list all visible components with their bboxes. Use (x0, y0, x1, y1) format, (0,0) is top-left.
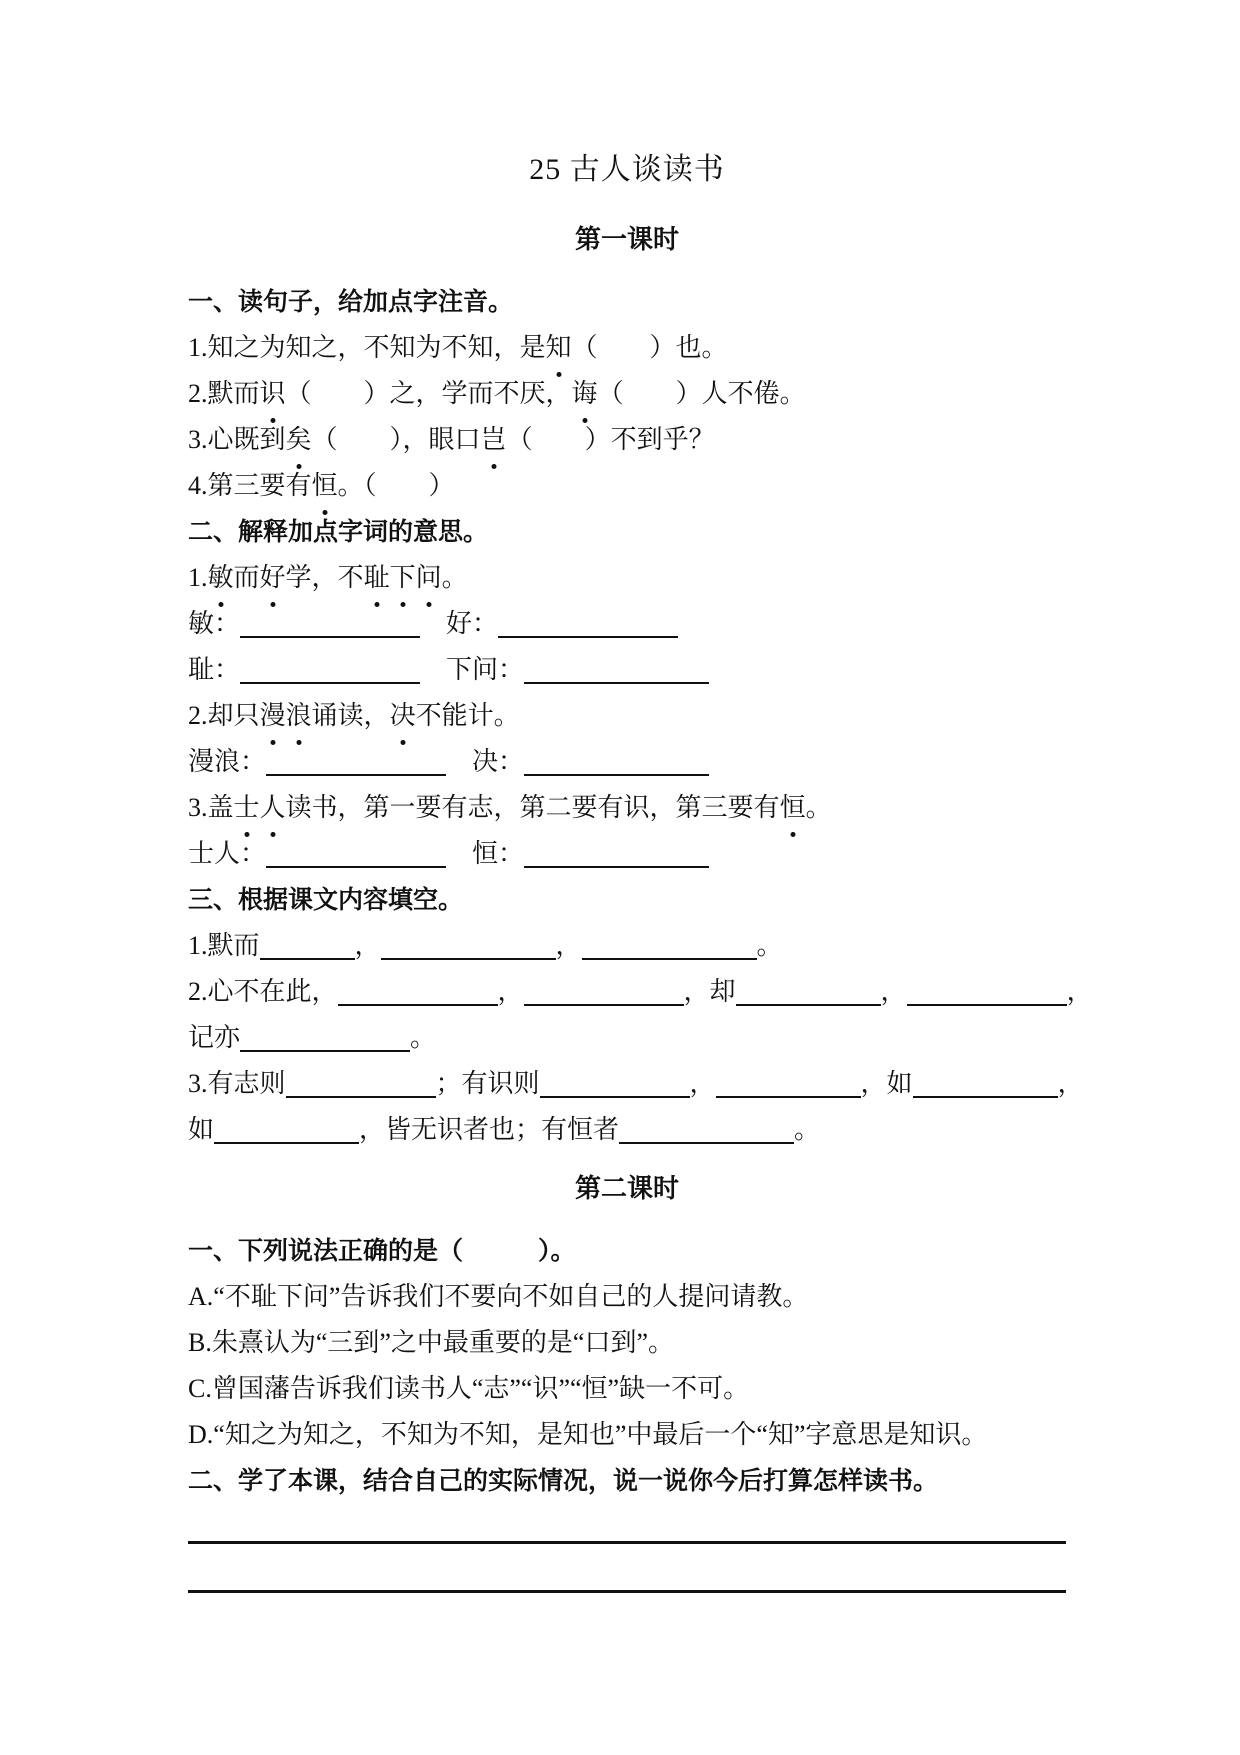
text-segment: 而 (233, 563, 260, 592)
s1-section-1-heading (188, 279, 1066, 325)
emphasized-char: 诲 (572, 371, 598, 417)
emphasized-char: 耻 (364, 555, 390, 601)
text-segment: 。 (794, 1115, 821, 1144)
text-segment (420, 609, 446, 638)
s1-section-2-heading (188, 509, 1066, 555)
emphasized-char: 士 (234, 785, 260, 831)
emphasized-char: 决 (390, 693, 416, 739)
text-segment: 不能计。 (415, 701, 520, 730)
text-segment: 决： (472, 747, 525, 776)
s1-sec2-q3 (188, 785, 1066, 831)
emphasized-char: 好 (260, 555, 286, 601)
answer-blank (540, 1066, 690, 1098)
text-segment: （ ）之，学而不厌， (285, 379, 572, 408)
answer-blank (524, 836, 709, 868)
text-segment: ， (1057, 1069, 1084, 1098)
text-segment: 好： (446, 609, 499, 638)
emphasized-char: 下 (390, 555, 416, 601)
text-segment: ，皆无识者也；有恒者 (359, 1115, 620, 1144)
text-segment: （ ）人不倦。 (597, 379, 806, 408)
text-segment: 25 古人谈读书 (529, 153, 725, 186)
emphasized-char: 漫 (260, 693, 286, 739)
text-segment: ， (555, 931, 582, 960)
text-segment: 。 (441, 563, 468, 592)
answer-blank (240, 1020, 410, 1052)
answer-blank (260, 928, 355, 960)
lesson-title (188, 150, 1066, 190)
emphasized-char: 恒 (312, 463, 338, 509)
text-segment: 。（ ） (337, 471, 455, 500)
text-segment: 3.心既到 (188, 425, 286, 454)
text-segment: （ ）也。 (571, 333, 728, 362)
text-segment: 1.知之为知之，不知为不知，是 (188, 333, 546, 362)
emphasized-char: 敏 (208, 555, 234, 601)
s1-sec2-q2 (188, 693, 1066, 739)
text-segment: 1.默而 (188, 931, 260, 960)
text-segment (446, 747, 472, 776)
text-segment: 2.却只 (188, 701, 260, 730)
answer-blank (524, 652, 709, 684)
emphasized-char: 人 (260, 785, 286, 831)
text-segment: 。 (805, 793, 832, 822)
answer-blank (524, 974, 684, 1006)
emphasized-char: 浪 (286, 693, 312, 739)
s1-sec3-q2-line1 (188, 969, 1093, 1015)
text-segment: 下问： (446, 655, 525, 684)
answer-blank (381, 928, 556, 960)
text-segment (446, 839, 472, 868)
s2-sec1-option-d (188, 1412, 1066, 1458)
text-segment: 4.第三要有 (188, 471, 312, 500)
emphasized-char: 问 (416, 555, 442, 601)
text-segment: 。 (410, 1023, 437, 1052)
answer-blank (240, 606, 420, 638)
answer-blank (913, 1066, 1058, 1098)
text-segment: A.“不耻下问”告诉我们不要向不如自己的人提问请教。 (188, 1282, 809, 1311)
s1-section-3-heading (188, 877, 1066, 923)
text-segment: 3.盖 (188, 793, 234, 822)
s1-sec3-q3-line2 (188, 1107, 1066, 1153)
s2-section-2-heading (188, 1458, 1066, 1504)
text-segment: ；有识则 (435, 1069, 540, 1098)
s1-sec2-q2-blanks (188, 739, 1066, 785)
text-segment: C.曾国藩告诉我们读书人“志”“识”“恒”缺一不可。 (188, 1374, 750, 1403)
text-segment: ， (880, 977, 907, 1006)
text-segment: 3.有志则 (188, 1069, 286, 1098)
answer-blank (907, 974, 1067, 1006)
s1-sec2-q3-blanks (188, 831, 1066, 877)
session-2-title (188, 1170, 1066, 1206)
answer-rule-2 (188, 1544, 1066, 1593)
answer-blank (266, 836, 446, 868)
s1-sec1-q2 (188, 371, 1066, 417)
s1-sec1-q1 (188, 325, 1066, 371)
answer-blank (524, 744, 709, 776)
answer-blank (619, 1112, 794, 1144)
text-segment: 学，不 (285, 563, 364, 592)
text-segment: 二、学了本课，结合自己的实际情况，说一说你今后打算怎样读书。 (188, 1467, 939, 1495)
s2-section-1-heading (188, 1228, 1066, 1274)
text-segment: 敏： (188, 609, 241, 638)
text-segment: 二、解释加点字词的意思。 (188, 518, 489, 546)
text-segment: ， (354, 931, 381, 960)
text-segment: 漫浪： (188, 747, 267, 776)
text-segment: 一、下列说法正确的是（ ）。 (188, 1237, 576, 1265)
emphasized-char: 矣 (286, 417, 312, 463)
s1-sec2-q1 (188, 555, 1066, 601)
text-segment: ， (689, 1069, 716, 1098)
s1-sec2-q1-blanks-a (188, 601, 1066, 647)
s1-sec3-q2-line2 (188, 1015, 1066, 1061)
answer-blank (736, 974, 881, 1006)
text-segment: ，如 (860, 1069, 913, 1098)
answer-blank (214, 1112, 359, 1144)
text-segment: 诵读， (311, 701, 390, 730)
text-segment: 耻： (188, 655, 241, 684)
answer-blank (716, 1066, 861, 1098)
s1-sec1-q3 (188, 417, 1066, 463)
answer-blank (240, 652, 420, 684)
text-segment: D.“知之为知之，不知为不知，是知也”中最后一个“知”字意思是知识。 (188, 1420, 988, 1449)
text-segment: （ ），眼口 (311, 425, 481, 454)
text-segment: 读书，第一要有志，第二要有识，第三要有 (285, 793, 780, 822)
answer-rule-1 (188, 1504, 1066, 1544)
answer-blank (286, 1066, 436, 1098)
text-segment: 一、读句子，给加点字注音。 (188, 288, 514, 316)
answer-blank (338, 974, 498, 1006)
text-segment: 第二课时 (574, 1173, 679, 1203)
s2-sec1-option-b (188, 1320, 1066, 1366)
text-segment: 士人： (188, 839, 267, 868)
text-segment: ，却 (683, 977, 736, 1006)
text-segment: 。 (756, 931, 783, 960)
text-segment: 如 (188, 1115, 215, 1144)
session-1-title (188, 221, 1066, 257)
s2-sec1-option-a (188, 1274, 1066, 1320)
answer-blank (266, 744, 446, 776)
document-body (188, 150, 1093, 1593)
s1-sec1-q4 (188, 463, 1066, 509)
s2-sec1-option-c (188, 1366, 1066, 1412)
text-segment: B.朱熹认为“三到”之中最重要的是“口到”。 (188, 1328, 675, 1357)
answer-blank (582, 928, 757, 960)
s1-sec2-q1-blanks-b (188, 647, 1066, 693)
text-segment: 1. (188, 563, 208, 592)
text-segment: 2.默而 (188, 379, 260, 408)
text-segment: 记亦 (188, 1023, 241, 1052)
text-segment: 第一课时 (574, 224, 679, 254)
emphasized-char: 知 (546, 325, 572, 371)
text-segment: 三、根据课文内容填空。 (188, 886, 464, 914)
emphasized-char: 岂 (481, 417, 507, 463)
answer-blank (498, 606, 678, 638)
s1-sec3-q1 (188, 923, 1066, 969)
text-segment: 2.心不在此， (188, 977, 338, 1006)
text-segment (420, 655, 446, 684)
text-segment: ， (1066, 977, 1093, 1006)
text-segment: （ ）不到乎？ (506, 425, 715, 454)
s1-sec3-q3-line1 (188, 1061, 1084, 1107)
text-segment: ， (497, 977, 524, 1006)
emphasized-char: 识 (260, 371, 286, 417)
text-segment: 恒： (472, 839, 525, 868)
emphasized-char: 恒 (780, 785, 806, 831)
